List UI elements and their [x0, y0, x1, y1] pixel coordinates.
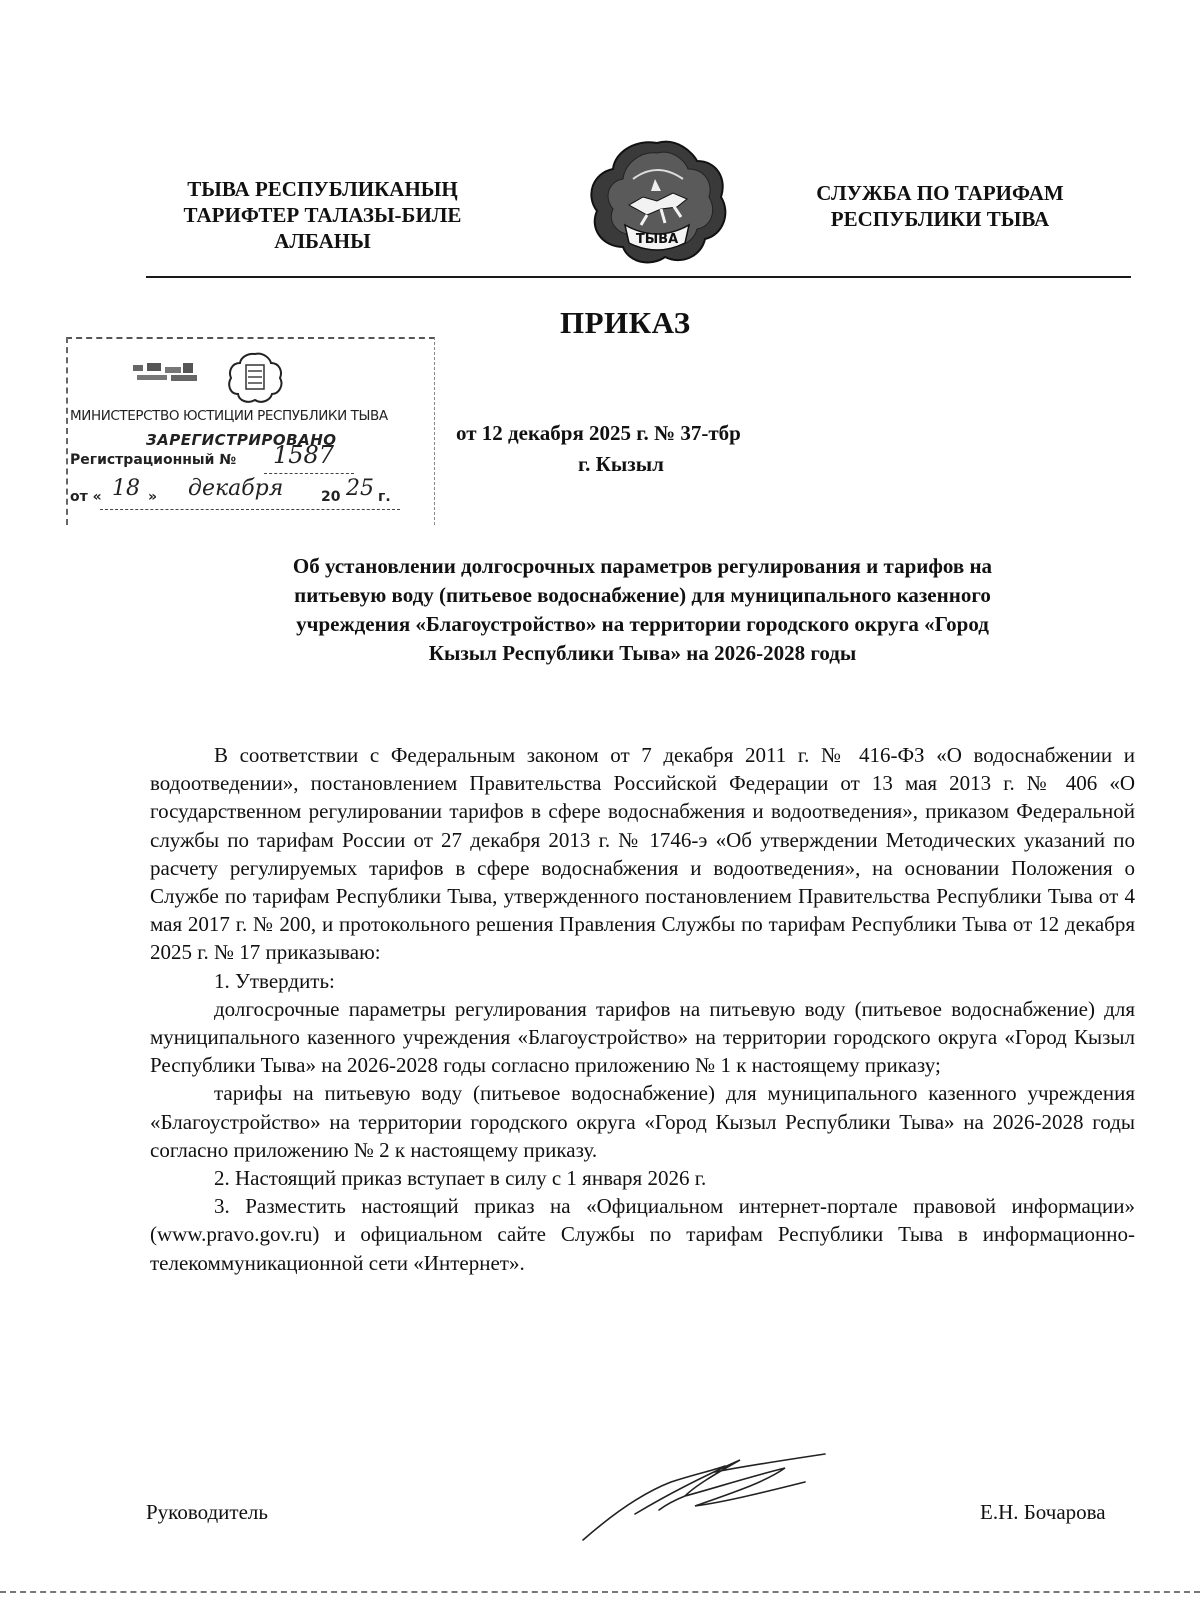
bottom-scan-edge [0, 1591, 1200, 1593]
body-paragraph-item-3: 3. Разместить настоящий приказ на «Официальном интернет-портале правовой информации» (www.pravo.gov.ru) и официальном сайте Службы по тарифам Республики Тыва в информационно-телекоммуникационной сети «Интернет». [150, 1194, 1135, 1275]
handwritten-signature [575, 1452, 830, 1545]
body-paragraph-item-1: 1. Утвердить: [214, 968, 335, 993]
signatory-name: Е.Н. Бочарова [980, 1500, 1106, 1524]
stamp-date-underline [100, 509, 400, 510]
stamp-reg-number: 1587 [273, 441, 335, 469]
header-left-line-1: ТЫВА РЕСПУБЛИКАНЫҢ [187, 177, 458, 201]
stamp-date-mid: » [148, 489, 158, 505]
registration-stamp [66, 337, 435, 525]
stamp-reg-number-label: Регистрационный № [70, 452, 237, 468]
header-left-line-3: АЛБАНЫ [274, 229, 371, 253]
emblem-text: ТЫВА [635, 232, 679, 247]
header-left-org-name [150, 176, 495, 254]
stamp-date-year-prefix: 20 [321, 489, 341, 505]
header-right-org-name [790, 180, 1090, 232]
header-left-line-2: ТАРИФТЕР ТАЛАЗЫ-БИЛЕ [183, 203, 462, 227]
subject-line-3: учреждения «Благоустройство» на территории городского округа «Город [296, 612, 989, 636]
stamp-ministry-name: МИНИСТЕРСТВО ЮСТИЦИИ РЕСПУБЛИКИ ТЫВА [70, 408, 388, 424]
body-paragraph-item-1b: тарифы на питьевую воду (питьевое водоснабжение) для муниципального казенного учреждения «Благоустройство» на территории городского округа «Город Кызыл Республики Тыва» на 2026-2028 годы согласно приложению № 2 к настоящему приказу. [150, 1081, 1135, 1162]
stamp-emblem-mark-icon [123, 361, 213, 387]
stamp-date-month: декабря [188, 476, 284, 501]
tuva-coat-of-arms-icon [585, 139, 730, 267]
body-paragraph-preamble: В соответствии с Федеральным законом от 7 декабря 2011 г. № 416-ФЗ «О водоснабжении и водоотведении», постановлением Правительства Российской Федерации от 13 мая 2013 г. № 406 «О государственном регулировании тарифов в сфере водоснабжения и водоотведения», приказом Федеральной службы по тарифам России от 27 декабря 2013 г. № 1746-э «Об утверждении Методических указаний по расчету регулируемых тарифов в сфере водоснабжения и водоотведения», на основании Положения о Службе по тарифам Республики Тыва, утвержденного постановлением Правительства Республики Тыва от 4 мая 2017 г. № 200, и протокольного решения Правления Службы по тарифам Республики Тыва от 12 декабря 2025 г. № 17 приказываю: [150, 743, 1135, 965]
ministry-emblem-icon [228, 351, 283, 403]
stamp-date-year-suffix: 25 [346, 476, 374, 501]
header-divider [146, 276, 1131, 278]
stamp-date-day: 18 [112, 476, 140, 501]
stamp-reg-number-underline [264, 473, 354, 474]
order-subject [150, 552, 1135, 668]
signatory-role: Руководитель [146, 1500, 268, 1524]
order-date-number: от 12 декабря 2025 г. № 37-тбр [456, 421, 741, 445]
document-title: ПРИКАЗ [560, 305, 691, 340]
stamp-date-end: г. [378, 489, 391, 505]
order-city: г. Кызыл [578, 452, 664, 476]
subject-line-2: питьевую воду (питьевое водоснабжение) для муниципального казенного [294, 583, 991, 607]
subject-line-4: Кызыл Республики Тыва» на 2026-2028 годы [428, 641, 857, 665]
body-paragraph-item-2: 2. Настоящий приказ вступает в силу с 1 января 2026 г. [214, 1166, 707, 1191]
stamp-date-prefix: от « [70, 489, 102, 505]
body-paragraph-item-1a: долгосрочные параметры регулирования тарифов на питьевую воду (питьевое водоснабжение) для муниципального казенного учреждения «Благоустройство» на территории городского округа «Город Кызыл Республики Тыва» на 2026-2028 годы согласно приложению № 1 к настоящему приказу; [150, 996, 1135, 1078]
subject-line-1: Об установлении долгосрочных параметров регулирования и тарифов на [292, 554, 993, 578]
order-body [150, 741, 1135, 1277]
stamp-registered-label: ЗАРЕГИСТРИРОВАНО [146, 431, 337, 449]
header-right-line-1: СЛУЖБА ПО ТАРИФАМ [816, 181, 1064, 205]
header-right-line-2: РЕСПУБЛИКИ ТЫВА [830, 207, 1050, 231]
